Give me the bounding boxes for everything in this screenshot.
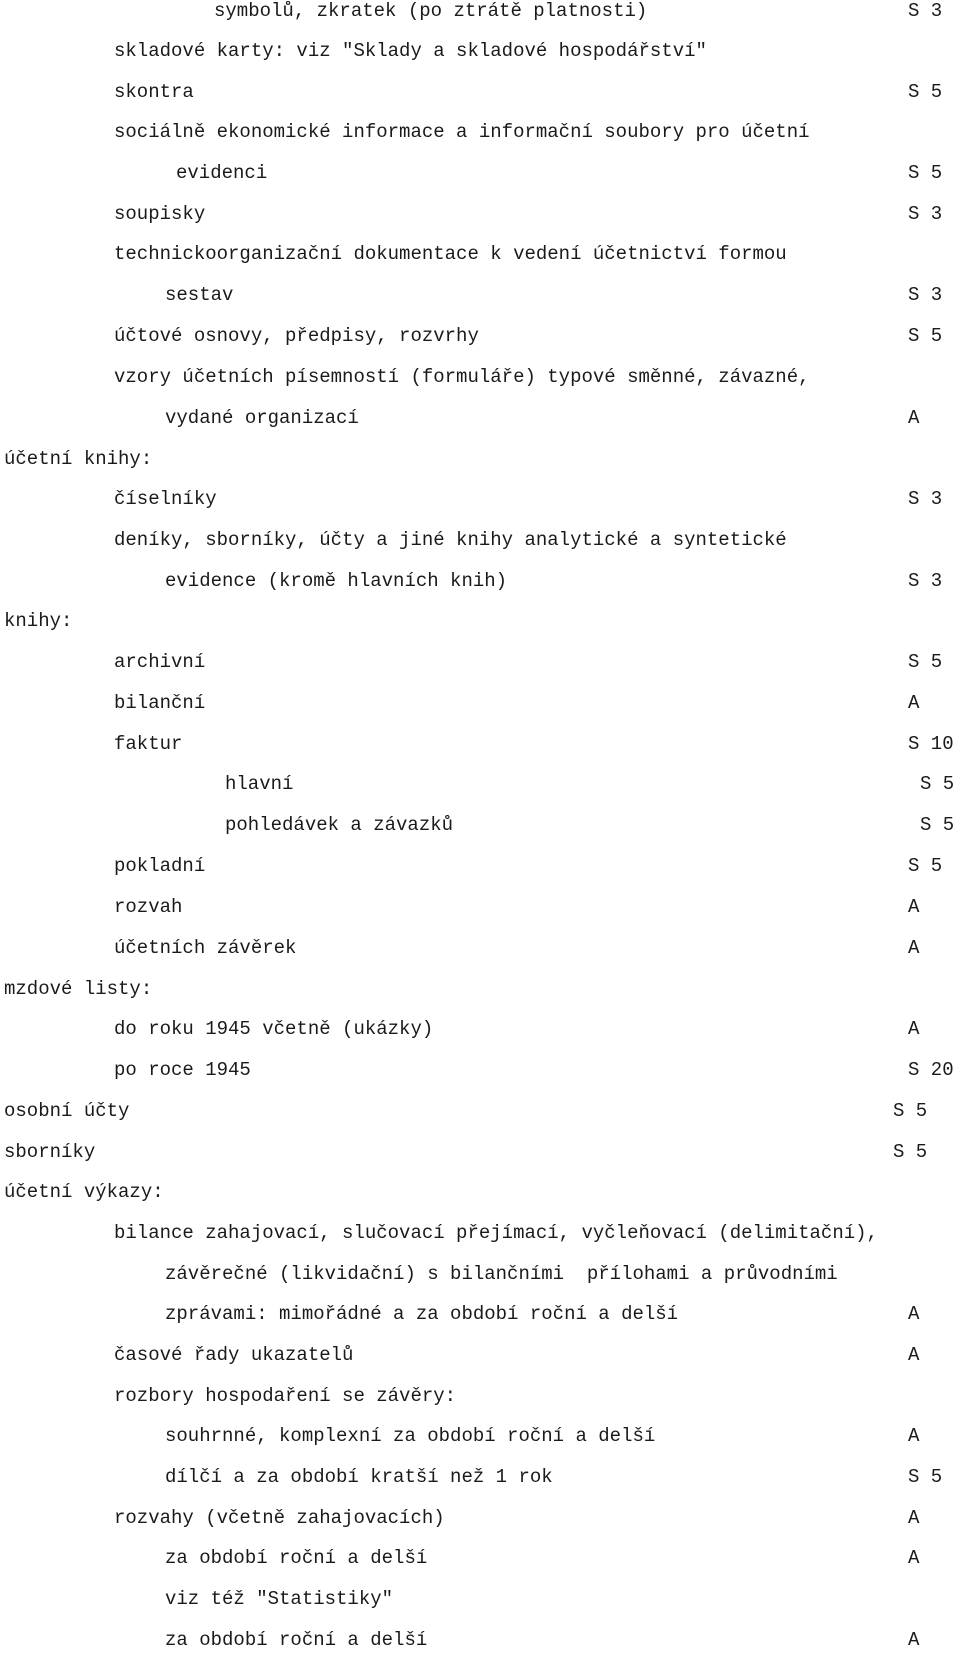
retention-code: S 10 bbox=[908, 733, 954, 755]
entry-text: za období roční a delší bbox=[165, 1547, 428, 1569]
entry-text: evidenci bbox=[176, 162, 268, 184]
retention-code: S 5 bbox=[908, 855, 943, 877]
entry-text: po roce 1945 bbox=[114, 1059, 251, 1081]
retention-code: S 5 bbox=[908, 81, 943, 103]
retention-code: A bbox=[908, 1629, 920, 1651]
entry-text: vydané organizací bbox=[165, 407, 359, 429]
retention-code: A bbox=[908, 1303, 920, 1325]
entry-text: do roku 1945 včetně (ukázky) bbox=[114, 1018, 434, 1040]
entry-text: vzory účetních písemností (formuláře) typové směnné, závazné, bbox=[114, 366, 810, 388]
retention-code: A bbox=[908, 1018, 920, 1040]
retention-code: A bbox=[908, 937, 920, 959]
entry-text: archivní bbox=[114, 651, 206, 673]
entry-text: skladové karty: viz "Sklady a skladové hospodářství" bbox=[114, 40, 707, 62]
entry-text: bilance zahajovací, slučovací přejímací, vyčleňovací (delimitační), bbox=[114, 1222, 878, 1244]
retention-code: S 5 bbox=[908, 1466, 943, 1488]
entry-text: bilanční bbox=[114, 692, 206, 714]
retention-code: S 3 bbox=[908, 570, 943, 592]
retention-code: A bbox=[908, 1547, 920, 1569]
entry-text: soupisky bbox=[114, 203, 206, 225]
entry-text: dílčí a za období kratší než 1 rok bbox=[165, 1466, 553, 1488]
retention-code: S 5 bbox=[908, 162, 943, 184]
retention-code: A bbox=[908, 1425, 920, 1447]
retention-code: S 20 bbox=[908, 1059, 954, 1081]
entry-text: rozbory hospodaření se závěry: bbox=[114, 1385, 457, 1407]
entry-text: deníky, sborníky, účty a jiné knihy analytické a syntetické bbox=[114, 529, 787, 551]
entry-text: hlavní bbox=[225, 773, 294, 795]
entry-text: účetních závěrek bbox=[114, 937, 297, 959]
entry-text: sociálně ekonomické informace a informační soubory pro účetní bbox=[114, 121, 810, 143]
entry-text: souhrnné, komplexní za období roční a delší bbox=[165, 1425, 656, 1447]
section-heading: osobní účty bbox=[4, 1100, 130, 1122]
section-heading: mzdové listy: bbox=[4, 978, 153, 1000]
retention-code: S 5 bbox=[920, 814, 955, 836]
entry-text: za období roční a delší bbox=[165, 1629, 428, 1651]
entry-text: evidence (kromě hlavních knih) bbox=[165, 570, 508, 592]
entry-text: číselníky bbox=[114, 488, 217, 510]
retention-code: S 5 bbox=[893, 1141, 928, 1163]
retention-code: A bbox=[908, 692, 920, 714]
section-heading: knihy: bbox=[4, 610, 73, 632]
entry-text: pokladní bbox=[114, 855, 206, 877]
entry-text: pohledávek a závazků bbox=[225, 814, 454, 836]
entry-text: zprávami: mimořádné a za období roční a delší bbox=[165, 1303, 679, 1325]
retention-code: A bbox=[908, 1507, 920, 1529]
retention-code: S 5 bbox=[908, 325, 943, 347]
entry-text: rozvahy (včetně zahajovacích) bbox=[114, 1507, 445, 1529]
retention-code: S 3 bbox=[908, 284, 943, 306]
retention-code: A bbox=[908, 1344, 920, 1366]
retention-code: S 3 bbox=[908, 0, 943, 22]
entry-text: faktur bbox=[114, 733, 183, 755]
entry-text: symbolů, zkratek (po ztrátě platnosti) bbox=[214, 0, 648, 22]
retention-code: A bbox=[908, 407, 920, 429]
entry-text: účtové osnovy, předpisy, rozvrhy bbox=[114, 325, 479, 347]
entry-text: technickoorganizační dokumentace k vedení účetnictví formou bbox=[114, 243, 787, 265]
retention-code: S 5 bbox=[920, 773, 955, 795]
retention-code: A bbox=[908, 896, 920, 918]
entry-text: sestav bbox=[165, 284, 234, 306]
section-heading: účetní výkazy: bbox=[4, 1181, 164, 1203]
section-heading: sborníky bbox=[4, 1141, 96, 1163]
retention-code: S 3 bbox=[908, 488, 943, 510]
retention-code: S 5 bbox=[908, 651, 943, 673]
entry-text: rozvah bbox=[114, 896, 183, 918]
retention-code: S 3 bbox=[908, 203, 943, 225]
entry-text: časové řady ukazatelů bbox=[114, 1344, 354, 1366]
entry-text: závěrečné (likvidační) s bilančními přílohami a průvodními bbox=[165, 1263, 838, 1285]
section-heading: účetní knihy: bbox=[4, 448, 153, 470]
entry-text: viz též "Statistiky" bbox=[165, 1588, 394, 1610]
retention-code: S 5 bbox=[893, 1100, 928, 1122]
entry-text: skontra bbox=[114, 81, 194, 103]
